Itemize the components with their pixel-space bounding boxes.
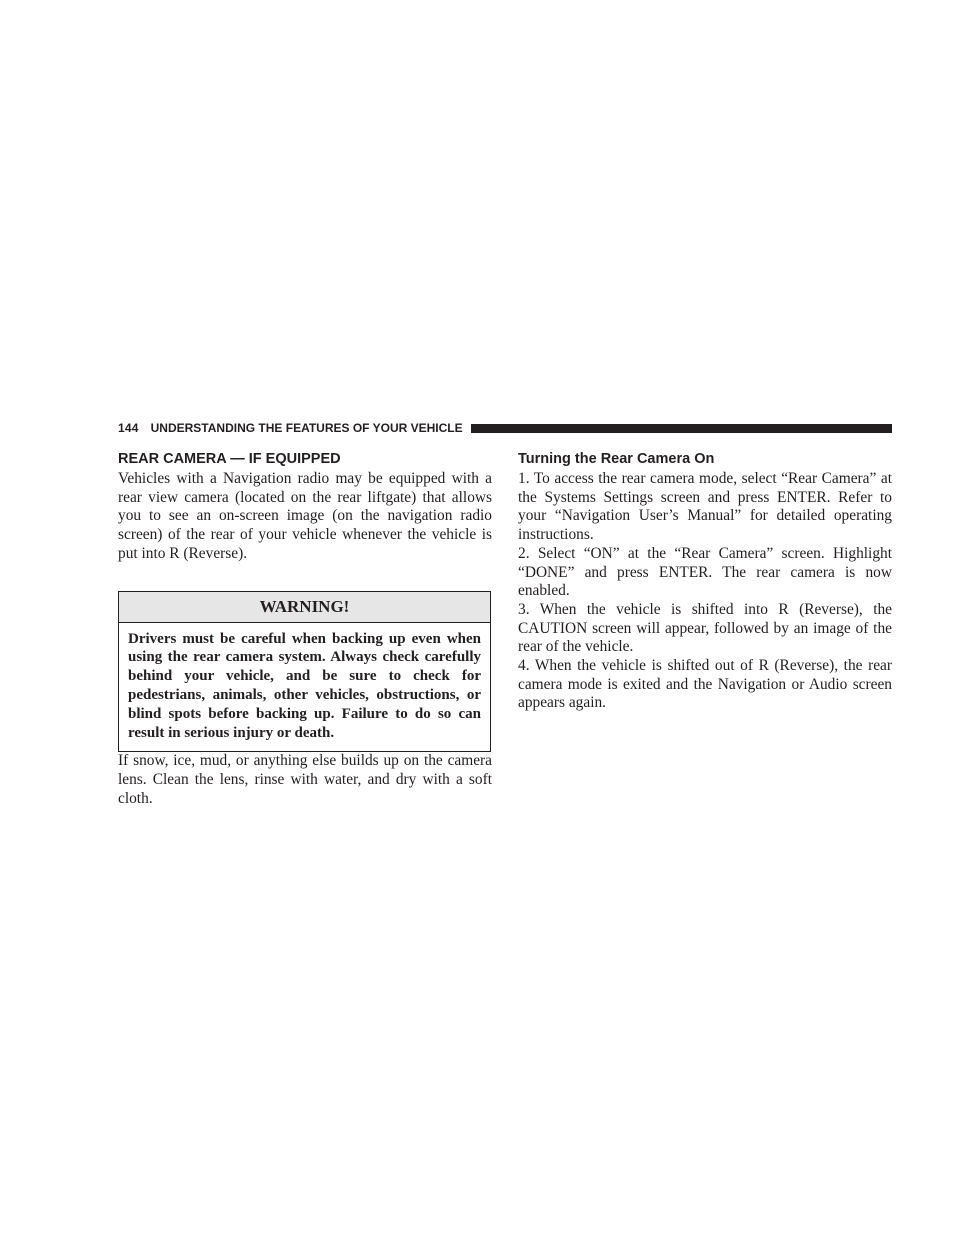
- rear-camera-intro: Vehicles with a Navigation radio may be equipped with a rear view camera (located on the rear liftgate) that allows you to see an on-screen image (on the navigation radio screen) of the rear of your vehicle whenever the vehicle is put into R (Reverse).: [118, 470, 492, 562]
- step-3: 3. When the vehicle is shifted into R (Reverse), the CAUTION screen will appear, followed by an image of the rear of the vehicle.: [518, 600, 892, 656]
- turning-on-heading: Turning the Rear Camera On: [518, 451, 715, 467]
- step-4: 4. When the vehicle is shifted out of R (Reverse), the rear camera mode is exited and the Navigation or Audio screen appears again.: [518, 657, 892, 712]
- left-column: [118, 450, 492, 808]
- rear-camera-heading: REAR CAMERA — IF EQUIPPED: [118, 451, 341, 467]
- page-number: 144: [118, 421, 139, 435]
- lens-cleaning-paragraph: If snow, ice, mud, or anything else builds up on the camera lens. Clean the lens, rinse with water, and dry with a soft cloth.: [118, 752, 492, 807]
- section-title: UNDERSTANDING THE FEATURES OF YOUR VEHICLE: [150, 421, 463, 435]
- right-column: [518, 450, 892, 713]
- step-1: 1. To access the rear camera mode, select “Rear Camera” at the Systems Settings screen and press ENTER. Refer to your “Navigation User’s Manual” for detailed operating instructions.: [518, 470, 892, 544]
- page-header: [118, 419, 892, 437]
- warning-box: [118, 591, 491, 753]
- header-rule: [471, 424, 892, 433]
- warning-title: WARNING!: [119, 592, 490, 623]
- step-2: 2. Select “ON” at the “Rear Camera” screen. Highlight “DONE” and press ENTER. The rear camera is now enabled.: [518, 544, 892, 600]
- warning-text: Drivers must be careful when backing up even when using the rear camera system. Always check carefully behind your vehicle, and be sure to check for pedestrians, animals, other vehicles, obstructions, or blind spots before backing up. Failure to do so can result in serious injury or death.: [128, 630, 481, 741]
